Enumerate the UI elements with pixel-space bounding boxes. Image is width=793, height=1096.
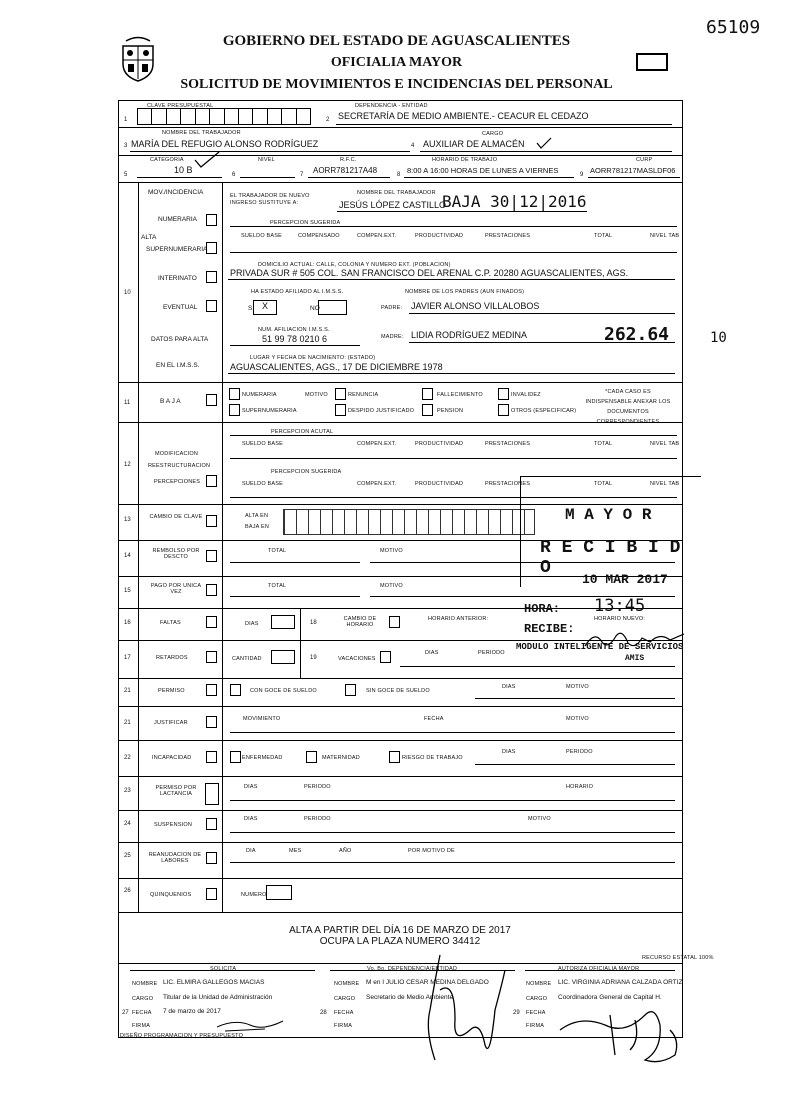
riesgo-checkbox[interactable]: [389, 751, 400, 763]
reestructuracion-label: REESTRUCTURACION: [148, 463, 211, 469]
numero-label: NUMERO: [241, 892, 267, 898]
total-label: TOTAL: [594, 233, 613, 239]
row-number: 14: [124, 553, 131, 559]
fallecimiento-label: FALLECIMIENTO: [437, 392, 483, 398]
numeraria-checkbox[interactable]: [206, 214, 217, 226]
retardos-checkbox[interactable]: [206, 651, 217, 663]
horario-label: HORARIO: [566, 784, 594, 790]
periodo-label: PERIODO: [478, 650, 505, 656]
afiliacion-label: NUM. AFILIACION I.M.S.S.: [258, 327, 330, 333]
prestaciones-label: PRESTACIONES: [485, 481, 531, 487]
nombre-trabajador-label: NOMBRE DEL TRABAJADOR: [357, 190, 436, 196]
madre-value: LIDIA RODRÍGUEZ MEDINA: [411, 330, 528, 340]
row-number: 22: [124, 755, 131, 761]
vacaciones-label: VACACIONES: [338, 656, 376, 662]
lactancia-checkbox[interactable]: [205, 783, 219, 805]
categoria-value: 10 B: [174, 165, 193, 175]
solicita-nombre: LIC. ELMIRA GALLEGOS MACIAS: [163, 979, 265, 986]
permiso-label: PERMISO: [158, 688, 185, 694]
firma-label: FIRMA: [132, 1023, 151, 1029]
otros-label: OTROS (ESPECIFICAR): [511, 408, 577, 414]
cambio-horario-checkbox[interactable]: [389, 616, 400, 628]
nivel-tab-label: NIVEL TAB: [650, 441, 680, 447]
fecha-label: FECHA: [526, 1010, 546, 1016]
row-number: 2: [326, 117, 330, 123]
row-number: 29: [513, 1010, 520, 1016]
stamp-hora-value: 13:45: [594, 596, 646, 616]
baja-supernumeraria-checkbox[interactable]: [229, 404, 240, 416]
afiliacion-value: 51 99 78 0210 6: [262, 334, 328, 344]
row-number: 21: [124, 688, 131, 694]
baja-checkbox[interactable]: [206, 394, 217, 406]
curp-value: AORR781217MASLDF06: [590, 166, 676, 175]
row-number: 21: [124, 720, 131, 726]
baja-numeraria-checkbox[interactable]: [229, 388, 240, 400]
suspension-label: SUSPENSION: [154, 822, 193, 828]
pension-checkbox[interactable]: [422, 404, 433, 416]
nombre-label: NOMBRE: [132, 981, 158, 987]
compen-ext-label: COMPEN.EXT.: [357, 233, 397, 239]
reanudacion-label: REANUDACION DE LABORES: [148, 852, 202, 864]
form-title: SOLICITUD DE MOVIMIENTOS E INCIDENCIAS DEL PERSONAL: [180, 77, 613, 92]
anio-label: AÑO: [339, 848, 352, 854]
solicita-fecha: 7 de marzo de 2017: [163, 1008, 221, 1015]
lactancia-label: PERMISO POR LACTANCIA: [155, 785, 197, 797]
quinquenios-label: QUINQUENIOS: [150, 892, 192, 898]
recurso-estatal: RECURSO ESTATAL 100%: [642, 955, 714, 961]
fecha-label: FECHA: [132, 1010, 152, 1016]
nivel-tab-label: NIVEL TAB: [650, 233, 680, 239]
lugar-nacimiento-value: AGUASCALIENTES, AGS., 17 DE DICIEMBRE 1978: [230, 362, 443, 372]
row-number: 23: [124, 788, 131, 794]
clave-grid[interactable]: [283, 509, 535, 535]
autoriza-nombre: LIC. VIRGINIA ADRIANA CALZADA ORTIZ: [558, 979, 683, 986]
total-label: TOTAL: [594, 481, 613, 487]
autoriza-signature-icon: [550, 995, 690, 1070]
sin-goce-label: SIN GOCE DE SUELDO: [366, 688, 430, 694]
dias-label: DIAS: [244, 816, 258, 822]
compen-ext-label: COMPEN.EXT.: [357, 481, 397, 487]
sueldo-base-label: SUELDO BASE: [242, 481, 284, 487]
con-goce-label: CON GOCE DE SUELDO: [250, 688, 317, 694]
mes-label: MES: [289, 848, 302, 854]
fecha-label: FECHA: [424, 716, 444, 722]
fecha-label: FECHA: [334, 1010, 354, 1016]
nombre-label: NOMBRE: [334, 981, 360, 987]
clave-presupuestal-boxes[interactable]: [137, 108, 311, 125]
padre-label: PADRE:: [381, 305, 403, 311]
domicilio-value: PRIVADA SUR # 505 COL. SAN FRANCISCO DEL ARENAL C.P. 20280 AGUASCALIENTES, AGS.: [230, 268, 629, 278]
renuncia-checkbox[interactable]: [335, 388, 346, 400]
interinato-label: INTERINATO: [158, 275, 197, 282]
domicilio-label: DOMICILIO ACTUAL: CALLE, COLONIA Y NUMERO EXT. (POBLACION): [258, 262, 451, 268]
dias-label: DIAS: [502, 684, 516, 690]
row-number: 3: [124, 143, 128, 149]
baja-nota: *CADA CASO ES INDISPENSABLE ANEXAR LOS DOCUMENTOS CORRESPONDIENTES: [585, 389, 671, 425]
modificacion-label: MODIFICACION: [155, 451, 199, 457]
sustituye-value: JESÚS LÓPEZ CASTILLO: [339, 200, 447, 210]
alta-label: ALTA: [141, 234, 157, 241]
cargo-label: CARGO: [482, 131, 504, 137]
row-number: 12: [124, 462, 131, 468]
incapacidad-checkbox[interactable]: [206, 751, 217, 763]
horario-label: HORARIO DE TRABAJO: [432, 157, 498, 163]
nivel-label: NIVEL: [258, 157, 275, 163]
total-label: TOTAL: [268, 548, 287, 554]
motivo-label: MOTIVO: [380, 548, 403, 554]
stamp-modulo: MODULO INTELIGENTE DE SERVICIOS: [516, 642, 684, 652]
cambio-horario-label: CAMBIO DE HORARIO: [343, 616, 377, 628]
percepcion-sugerida-label: PERCEPCION SUGERIDA: [271, 469, 342, 475]
stamp-amis: AMIS: [625, 654, 645, 663]
reanudacion-checkbox[interactable]: [206, 852, 217, 864]
margin-number: 10: [710, 330, 727, 346]
nivel-tab-label: NIVEL TAB: [650, 481, 680, 487]
maternidad-checkbox[interactable]: [306, 751, 317, 763]
baja-supernumeraria-label: SUPERNUMERARIA: [242, 408, 297, 414]
solicita-cargo: Titular de la Unidad de Administración: [163, 994, 273, 1001]
row-number: 18: [310, 620, 317, 626]
dias-label: DIAS: [425, 650, 439, 656]
row-number: 16: [124, 620, 131, 626]
cargo-value: AUXILIAR DE ALMACÉN: [423, 139, 525, 149]
row-number: 7: [300, 172, 304, 178]
row-number: 8: [397, 172, 401, 178]
alta-en-label: ALTA EN: [245, 513, 269, 519]
cargo-label: CARGO: [334, 996, 356, 1002]
vacaciones-checkbox[interactable]: [380, 651, 391, 663]
row-number: 5: [124, 172, 128, 178]
periodo-label: PERIODO: [304, 816, 331, 822]
eventual-checkbox[interactable]: [206, 300, 217, 312]
compen-ext-label: COMPEN.EXT.: [357, 441, 397, 447]
row-number: 15: [124, 588, 131, 594]
dias-label: DIAS: [502, 749, 516, 755]
baja-en-label: BAJA EN: [245, 524, 270, 530]
pension-label: PENSION: [437, 408, 464, 414]
quinquenios-checkbox[interactable]: [206, 888, 217, 900]
nombre-label: NOMBRE: [526, 981, 552, 987]
cargo-label: CARGO: [526, 996, 548, 1002]
page-subtitle: OFICIALIA MAYOR: [330, 55, 463, 70]
modificacion-checkbox[interactable]: [206, 475, 217, 487]
faltas-dias-box[interactable]: [271, 615, 295, 629]
incapacidad-label: INCAPACIDAD: [152, 755, 192, 761]
maternidad-label: MATERNIDAD: [322, 755, 360, 761]
suspension-checkbox[interactable]: [206, 818, 217, 830]
solicita-label: SOLICITA: [210, 966, 237, 972]
rembolso-checkbox[interactable]: [206, 550, 217, 562]
dias-label: DIAS: [245, 621, 259, 627]
sin-goce-checkbox[interactable]: [345, 684, 356, 696]
vobo-nombre: M en I JULIO CESAR MEDINA DELGADO: [366, 979, 489, 986]
stamp-date: 10 MAR 2017: [582, 572, 668, 587]
clave-label: CLAVE PRESUPUESTAL: [147, 103, 214, 109]
quinquenios-numero-box[interactable]: [266, 885, 292, 900]
row-number: 17: [124, 655, 131, 661]
stamp-recibe-label: RECIBE:: [524, 622, 575, 636]
dias-label: DIAS: [244, 784, 258, 790]
row-number: 27: [122, 1010, 129, 1016]
rfc-value: AORR781217A48: [313, 166, 378, 175]
no-label: NO: [310, 305, 320, 312]
cambio-clave-label: CAMBIO DE CLAVE: [149, 514, 203, 520]
afiliado-label: HA ESTADO AFILIADO AL I.M.S.S.: [251, 289, 344, 295]
despido-label: DESPIDO JUSTIFICADO: [348, 408, 415, 414]
percepcion-actual-label: PERCEPCION ACUTAL: [271, 429, 334, 435]
por-motivo-label: POR MOTIVO DE: [408, 848, 455, 854]
renuncia-label: RENUNCIA: [348, 392, 379, 398]
total-label: TOTAL: [268, 583, 287, 589]
enfermedad-checkbox[interactable]: [230, 751, 241, 763]
horario-anterior-label: HORARIO ANTERIOR:: [428, 616, 489, 622]
firma-label: FIRMA: [526, 1023, 545, 1029]
vobo-cargo: Secretario de Medio Ambiente: [366, 994, 454, 1001]
motivo-label: MOTIVO: [380, 583, 403, 589]
eventual-label: EVENTUAL: [163, 304, 198, 311]
row-number: 9: [580, 172, 584, 178]
row-number: 28: [320, 1010, 327, 1016]
con-goce-checkbox[interactable]: [230, 684, 241, 696]
lugar-nacimiento-label: LUGAR Y FECHA DE NACIMIENTO: (ESTADO): [250, 355, 376, 361]
cambio-clave-checkbox[interactable]: [206, 515, 217, 527]
curp-label: CURP: [636, 157, 653, 163]
justificar-checkbox[interactable]: [206, 716, 217, 728]
alta-partir-text: ALTA A PARTIR DEL DÍA 16 DE MARZO DE 2017: [289, 925, 511, 936]
motivo-label: MOTIVO: [528, 816, 551, 822]
vobo-signature-icon: [395, 950, 525, 1070]
sueldo-base-label: SUELDO BASE: [241, 233, 283, 239]
otros-checkbox[interactable]: [498, 404, 509, 416]
horario-nuevo-label: HORARIO NUEVO:: [594, 616, 646, 622]
footer-text: DISEÑO PROGRAMACION Y PRESUPUESTO: [120, 1033, 244, 1039]
motivo-label: MOTIVO: [566, 716, 589, 722]
cargo-checkmark-icon: [535, 136, 553, 150]
padres-label: NOMBRE DE LOS PADRES (AUN FINADOS): [405, 289, 525, 295]
percepciones-label: PERCEPCIONES: [154, 479, 201, 485]
despido-checkbox[interactable]: [335, 404, 346, 416]
numeraria-label: NUMERARIA: [158, 216, 198, 223]
supernumeraria-checkbox[interactable]: [206, 242, 217, 254]
row-number: 24: [124, 821, 131, 827]
periodo-label: PERIODO: [304, 784, 331, 790]
riesgo-label: RIESGO DE TRABAJO: [402, 755, 463, 761]
cantidad-label: CANTIDAD: [232, 656, 262, 662]
sustituye-label: EL TRABAJADOR DE NUEVO INGRESO SUSTITUYE A:: [230, 193, 310, 206]
baja-label: B A J A: [160, 398, 181, 405]
invalidez-checkbox[interactable]: [498, 388, 509, 400]
productividad-label: PRODUCTIVIDAD: [415, 441, 464, 447]
no-checkbox[interactable]: [318, 300, 347, 315]
madre-label: MADRE:: [381, 334, 404, 340]
retardos-cantidad-box[interactable]: [271, 650, 295, 664]
justificar-label: JUSTIFICAR: [154, 720, 188, 726]
stamp-recibido: R E C I B I D O: [540, 538, 681, 578]
plaza-numero-text: OCUPA LA PLAZA NUMERO 34412: [319, 936, 481, 947]
prestaciones-label: PRESTACIONES: [485, 441, 531, 447]
dependencia-label: DEPENDENCIA - ENTIDAD: [355, 103, 428, 109]
vobo-label: Vo. Bo. DEPENDENCIA/ENTIDAD: [367, 966, 458, 972]
row-number: 6: [232, 172, 236, 178]
cargo-label: CARGO: [132, 996, 154, 1002]
row-number: 1: [124, 117, 128, 123]
categoria-checkmark-icon: [193, 150, 221, 170]
periodo-label: PERIODO: [566, 749, 593, 755]
autoriza-label: AUTORIZA OFICIALIA MAYOR: [558, 966, 640, 972]
baja-motivo-label: MOTIVO: [305, 392, 328, 398]
rembolso-label: REMBOLSO POR DESCTO: [152, 548, 200, 560]
retardos-label: RETARDOS: [156, 655, 188, 661]
compensado-label: COMPENSADO: [298, 233, 340, 239]
productividad-label: PRODUCTIVIDAD: [415, 481, 464, 487]
rfc-label: R.F.C.: [340, 157, 357, 163]
en-imss-label: EN EL I.M.S.S.: [156, 362, 200, 369]
horario-value: 8:00 A 16:00 HORAS DE LUNES A VIERNES: [407, 166, 559, 175]
si-label: SI: [248, 305, 255, 312]
movimiento-label: MOVIMIENTO: [243, 716, 281, 722]
si-checkbox[interactable]: X: [253, 300, 277, 315]
baja-handwritten: BAJA 30|12|2016: [442, 192, 587, 211]
row-number: 13: [124, 517, 131, 523]
categoria-label: CATEGORIA: [150, 157, 184, 163]
faltas-checkbox[interactable]: [206, 616, 217, 628]
autoriza-cargo: Coordinadora General de Capital H.: [558, 994, 662, 1001]
productividad-label: PRODUCTIVIDAD: [415, 233, 464, 239]
solicita-signature-icon: [215, 1015, 285, 1035]
row-number: 25: [124, 853, 131, 859]
invalidez-label: INVALIDEZ: [511, 392, 541, 398]
prestaciones-label: PRESTACIONES: [485, 233, 531, 239]
folio-handwritten: 65109: [706, 17, 761, 38]
interinato-checkbox[interactable]: [206, 271, 217, 283]
mov-incidencia-label: MOV./INCIDENCIA: [148, 189, 204, 196]
motivo-label: MOTIVO: [566, 684, 589, 690]
nombre-value: MARÍA DEL REFUGIO ALONSO RODRÍGUEZ: [131, 139, 319, 149]
row-number: 26: [124, 888, 131, 894]
page-title: GOBIERNO DEL ESTADO DE AGUASCALIENTES: [222, 33, 571, 49]
padre-value: JAVIER ALONSO VILLALOBOS: [411, 301, 540, 311]
enfermedad-label: ENFERMEDAD: [242, 755, 283, 761]
datos-alta-label: DATOS PARA ALTA: [151, 336, 209, 343]
pago-unica-vez-checkbox[interactable]: [206, 584, 217, 596]
faltas-label: FALTAS: [160, 620, 181, 626]
firma-label: FIRMA: [334, 1023, 353, 1029]
pago-unica-vez-label: PAGO POR UNICA VEZ: [150, 583, 202, 595]
fallecimiento-checkbox[interactable]: [422, 388, 433, 400]
row-number: 11: [124, 400, 131, 406]
handwritten-amount: 262.64: [604, 324, 670, 345]
sueldo-base-label: SUELDO BASE: [242, 441, 284, 447]
supernumeraria-label: SUPERNUMERARIA: [146, 246, 208, 253]
header-box: [636, 53, 668, 71]
row-number: 4: [411, 143, 415, 149]
nombre-label: NOMBRE DEL TRABAJADOR: [162, 130, 241, 136]
baja-numeraria-label: NUMERARIA: [242, 392, 277, 398]
dia-label: DIA: [246, 848, 256, 854]
row-number: 19: [310, 655, 317, 661]
total-label: TOTAL: [594, 441, 613, 447]
stamp-hora-label: HORA:: [524, 602, 561, 616]
stamp-mayor: M A Y O R: [565, 506, 652, 524]
row-number: 10: [124, 290, 131, 296]
percepcion-sugerida-label: PERCEPCION SUGERIDA: [270, 220, 341, 226]
permiso-checkbox[interactable]: [206, 684, 217, 696]
recibe-signature-icon: [580, 628, 690, 650]
dependencia-value: SECRETARÍA DE MEDIO AMBIENTE.- CEACUR EL CEDAZO: [338, 111, 589, 121]
